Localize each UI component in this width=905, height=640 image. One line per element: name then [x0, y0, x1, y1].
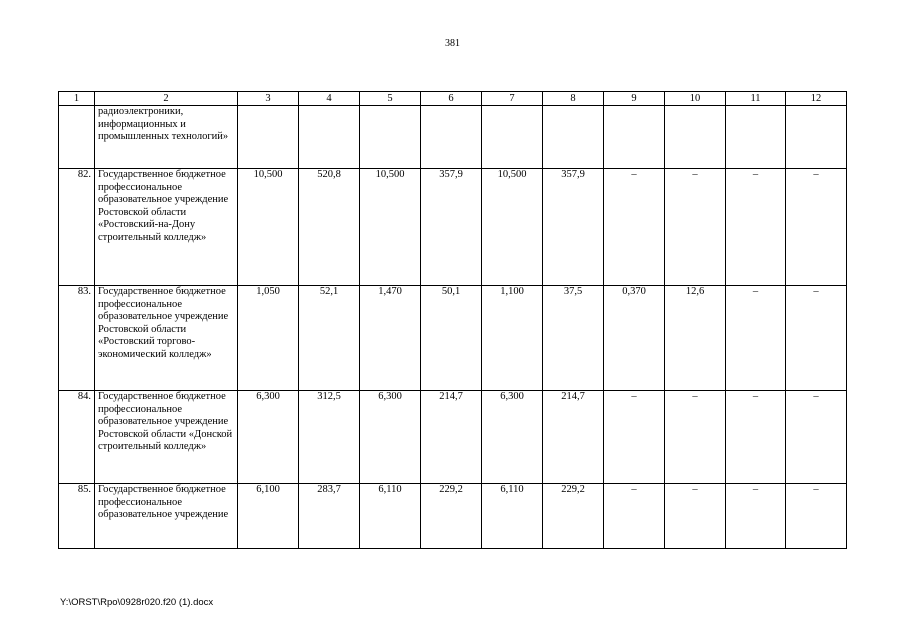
- cell-value: 0,370: [604, 286, 665, 391]
- cell-value: [299, 106, 360, 169]
- table-row: [59, 106, 847, 169]
- table-row: [59, 169, 847, 286]
- column-header-12: 12: [786, 92, 847, 106]
- column-header-9: 9: [604, 92, 665, 106]
- cell-value: –: [604, 169, 665, 286]
- cell-value: –: [665, 391, 726, 484]
- cell-value: –: [665, 169, 726, 286]
- page-number: 381: [445, 38, 460, 49]
- cell-value: 6,100: [238, 484, 299, 549]
- cell-value: 6,110: [360, 484, 421, 549]
- column-header-11: 11: [726, 92, 786, 106]
- cell-value: –: [604, 391, 665, 484]
- cell-value: 1,100: [482, 286, 543, 391]
- row-number: [59, 106, 95, 169]
- cell-value: 283,7: [299, 484, 360, 549]
- column-header-10: 10: [665, 92, 726, 106]
- cell-value: –: [726, 169, 786, 286]
- institution-name: Государственное бюджетное профессиональное образовательное учреждение Ростовской области «Ростовский торгово-экономический колледж»: [95, 286, 238, 391]
- cell-value: 6,300: [482, 391, 543, 484]
- header-row: [59, 92, 847, 106]
- cell-value: [786, 106, 847, 169]
- row-number: 83.: [59, 286, 95, 391]
- cell-value: –: [604, 484, 665, 549]
- institution-name: Государственное бюджетное профессиональное образовательное учреждение: [95, 484, 238, 549]
- row-number: 84.: [59, 391, 95, 484]
- cell-value: –: [786, 286, 847, 391]
- file-path-footer: Y:\ORST\Rpo\0928r020.f20 (1).docx: [60, 597, 214, 608]
- cell-value: 1,470: [360, 286, 421, 391]
- table-row: [59, 286, 847, 391]
- cell-value: 50,1: [421, 286, 482, 391]
- cell-value: 12,6: [665, 286, 726, 391]
- column-header-1: 1: [59, 92, 95, 106]
- column-header-8: 8: [543, 92, 604, 106]
- cell-value: [360, 106, 421, 169]
- cell-value: 37,5: [543, 286, 604, 391]
- cell-value: 357,9: [543, 169, 604, 286]
- cell-value: 10,500: [360, 169, 421, 286]
- row-number: 82.: [59, 169, 95, 286]
- cell-value: 229,2: [543, 484, 604, 549]
- column-header-7: 7: [482, 92, 543, 106]
- cell-value: [238, 106, 299, 169]
- cell-value: [604, 106, 665, 169]
- cell-value: –: [726, 391, 786, 484]
- column-header-2: 2: [95, 92, 238, 106]
- cell-value: –: [726, 484, 786, 549]
- cell-value: 1,050: [238, 286, 299, 391]
- institution-name: радиоэлектроники, информационных и промышленных технологий»: [95, 106, 238, 169]
- cell-value: 10,500: [482, 169, 543, 286]
- cell-value: 312,5: [299, 391, 360, 484]
- cell-value: 6,300: [238, 391, 299, 484]
- cell-value: –: [786, 169, 847, 286]
- cell-value: 214,7: [543, 391, 604, 484]
- cell-value: 357,9: [421, 169, 482, 286]
- cell-value: 229,2: [421, 484, 482, 549]
- data-table: [58, 91, 847, 549]
- cell-value: [421, 106, 482, 169]
- cell-value: 6,300: [360, 391, 421, 484]
- cell-value: 6,110: [482, 484, 543, 549]
- table-row: [59, 484, 847, 549]
- cell-value: 52,1: [299, 286, 360, 391]
- cell-value: 10,500: [238, 169, 299, 286]
- cell-value: 214,7: [421, 391, 482, 484]
- column-header-4: 4: [299, 92, 360, 106]
- table-row: [59, 391, 847, 484]
- cell-value: [543, 106, 604, 169]
- row-number: 85.: [59, 484, 95, 549]
- cell-value: –: [786, 391, 847, 484]
- column-header-3: 3: [238, 92, 299, 106]
- institution-name: Государственное бюджетное профессиональное образовательное учреждение Ростовской области «Донской строительный колледж»: [95, 391, 238, 484]
- column-header-5: 5: [360, 92, 421, 106]
- cell-value: –: [726, 286, 786, 391]
- column-header-6: 6: [421, 92, 482, 106]
- cell-value: –: [786, 484, 847, 549]
- institution-name: Государственное бюджетное профессиональное образовательное учреждение Ростовской области «Ростовский-на-Дону строительный колледж»: [95, 169, 238, 286]
- cell-value: [726, 106, 786, 169]
- cell-value: [482, 106, 543, 169]
- cell-value: 520,8: [299, 169, 360, 286]
- cell-value: –: [665, 484, 726, 549]
- cell-value: [665, 106, 726, 169]
